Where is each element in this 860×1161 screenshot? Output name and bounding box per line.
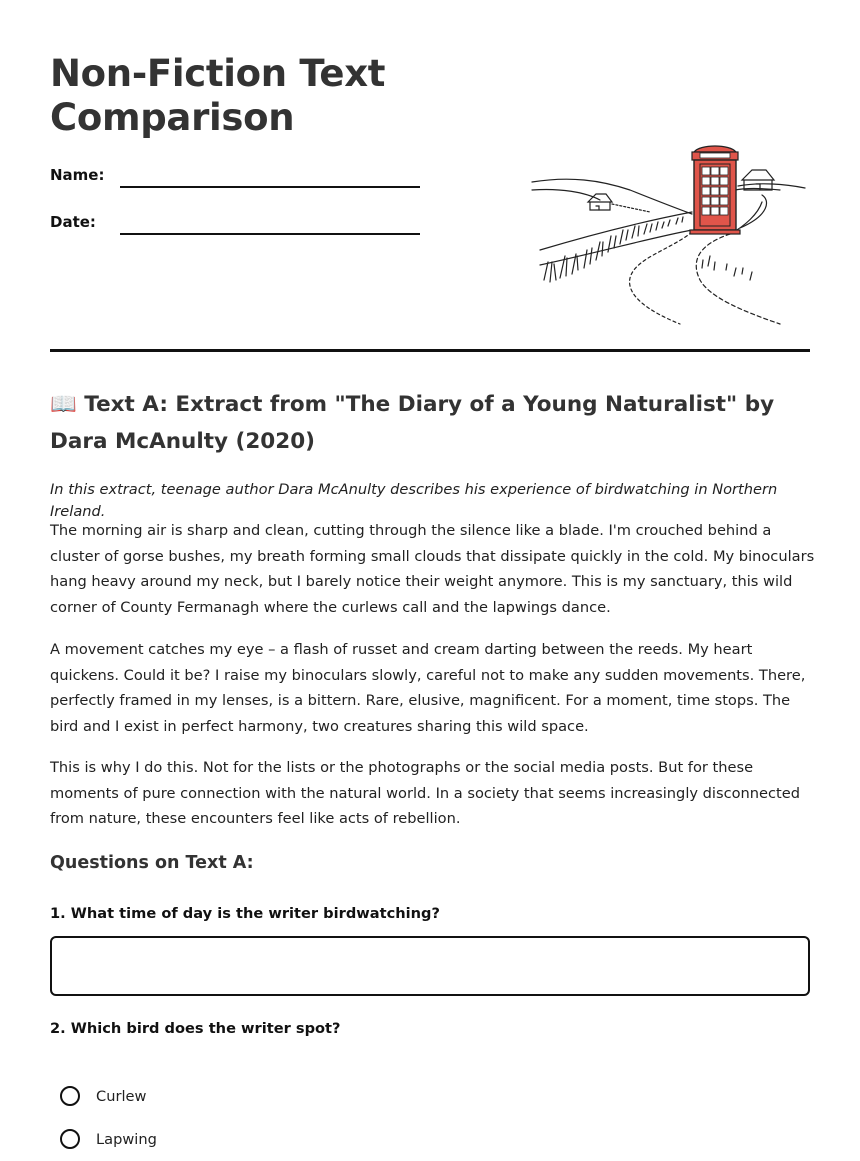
page-title-line-1: Non-Fiction Text — [50, 52, 386, 95]
radio-button[interactable] — [60, 1129, 80, 1149]
name-field-line[interactable] — [120, 186, 420, 188]
questions-heading: Questions on Text A: — [50, 853, 254, 873]
radio-button[interactable] — [60, 1086, 80, 1106]
page-title — [50, 52, 385, 140]
question-1-answer-input[interactable] — [50, 936, 810, 996]
text-a-intro: In this extract, teenage author Dara McAnulty describes his experience of birdwatching in Northern Ireland. — [50, 481, 778, 520]
book-icon: 📖 — [50, 392, 77, 417]
date-label: Date: — [50, 213, 96, 231]
text-a-paragraph-2: A movement catches my eye – a flash of russet and cream darting between the reeds. My heart quickens. Could it be? I raise my binoculars slowly, careful not to make any sudden movements. There, perfectly framed in my lenses, is a bittern. Rare, elusive, magnificent. For a moment, time stops. The bird and I exist in perfect harmony, two creatures sharing this wild space. — [50, 641, 806, 735]
option-curlew[interactable] — [60, 1086, 146, 1106]
text-a-paragraph-1: The morning air is sharp and clean, cutting through the silence like a blade. I'm crouched behind a cluster of gorse bushes, my breath forming small clouds that dissipate quickly in the cold. My binoculars hang heavy around my neck, but I barely notice their weight anymore. This is my sanctuary, this wild corner of County Fermanagh where the curlews call and the lapwings dance. — [50, 522, 815, 616]
option-label: Curlew — [96, 1087, 147, 1105]
text-a-heading-text: Text A: Extract from "The Diary of a Young Naturalist" by Dara McAnulty (2020) — [50, 392, 775, 454]
question-1-label: 1. What time of day is the writer birdwatching? — [50, 905, 440, 922]
telephone-box-icon — [690, 146, 740, 234]
text-a-heading — [50, 386, 810, 460]
option-label: Lapwing — [96, 1130, 157, 1148]
header-divider — [50, 349, 810, 352]
question-2-label: 2. Which bird does the writer spot? — [50, 1020, 341, 1037]
text-a-paragraph-3: This is why I do this. Not for the lists or the photographs or the social media posts. But for these moments of pure connection with the natural world. In a society that seems increasingly disconnected from nature, these encounters feel like acts of rebellion. — [50, 759, 800, 828]
page-title-line-2: Comparison — [50, 96, 295, 139]
option-lapwing[interactable] — [60, 1129, 157, 1149]
date-field-line[interactable] — [120, 233, 420, 235]
telephone-box-landscape-illustration — [530, 140, 810, 330]
name-label: Name: — [50, 166, 105, 184]
